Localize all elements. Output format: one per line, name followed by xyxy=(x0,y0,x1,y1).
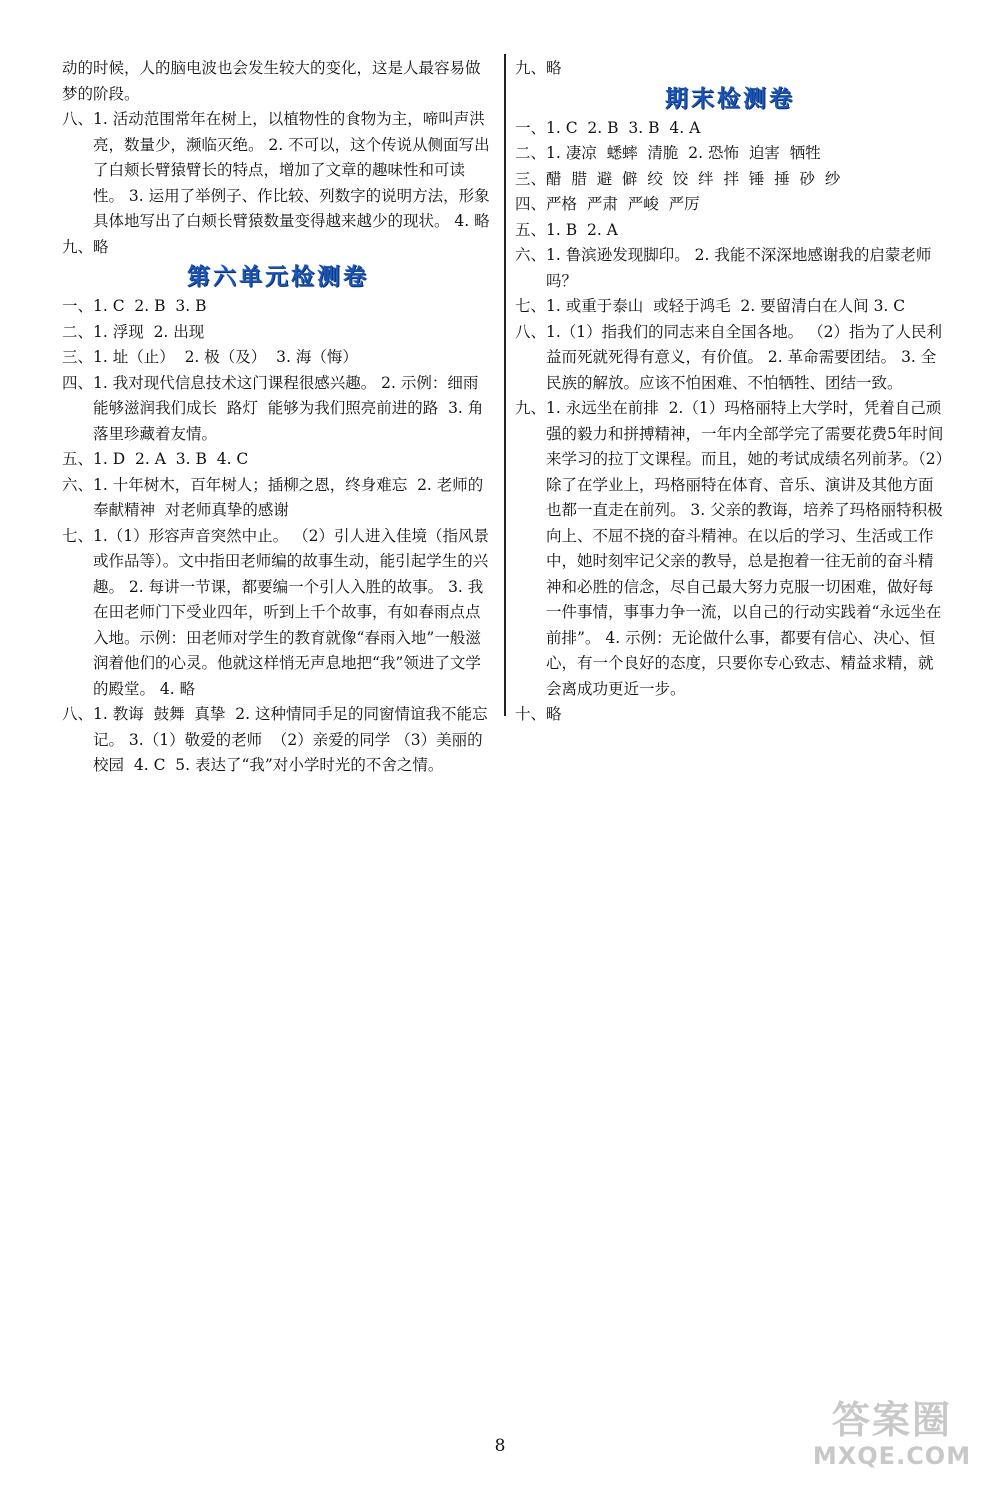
answer-item: 二、1. 凄凉 蟋蟀 清脆 2. 恐怖 迫害 牺牲 xyxy=(515,144,821,162)
answer-item: 三、醋 腊 避 僻 绞 饺 绊 拌 锤 捶 砂 纱 xyxy=(515,169,841,188)
answer-item: 七、1. 或重于泰山 或轻于鸿毛 2. 要留清白在人间 3. C xyxy=(515,297,906,315)
answer-item: 九、略 xyxy=(515,59,562,77)
watermark-url: MXQE.COM xyxy=(812,1442,972,1470)
answer-item: 八、1. 教诲 鼓舞 真挚 2. 这种情同手足的同窗情谊我不能忘记。 3.（1）敬爱的老师 （2）亲爱的同学 （3）美丽的校园 4. C 5. 表达了“我”对小学时光的不舍之情。 xyxy=(62,705,488,774)
answer-item: 八、1.（1）指我们的同志来自全国各地。 （2）指为了人民利益而死就死得有意义，有价值。 2. 革命需要团结。 3. 全民族的解放。应该不怕困难、不怕牺牲、团结一致。 xyxy=(515,322,942,392)
answer-item: 九、略 xyxy=(62,237,109,256)
answer-item: 五、1. B 2. A xyxy=(515,220,618,239)
watermark-logo xyxy=(802,1398,982,1476)
page-number: 8 xyxy=(494,1436,506,1456)
column-divider xyxy=(504,54,506,716)
watermark-title: 答案圈 xyxy=(831,1398,952,1442)
answer-item: 四、1. 我对现代信息技术这门课程很感兴趣。 2. 示例：细雨 能够滋润我们成长 路灯 能够为我们照亮前进的路 3. 角落里珍藏着友情。 xyxy=(62,373,489,443)
answer-item: 六、1. 十年树木，百年树人；插柳之恩，终身难忘 2. 老师的奉献精神 对老师真挚的感谢 xyxy=(62,475,484,519)
answer-item: 九、1. 永远坐在前排 2.（1）玛格丽特上大学时，凭着自己顽强的毅力和拼搏精神，一年内全部学完了需要花费5年时间来学习的拉丁文课程。而且，她的考试成绩名列前茅。（2）除了在学业上，玛格丽特在体育、音乐、演讲及其他方面也都一直走在前列。 3. 父亲的教诲，培养了玛格丽特积极向上、不屈不挠的奋斗精神。在以后的学习、生活或工作中，她时刻牢记父亲的教导，总是抱着一往无前的奋斗精神和必胜的信念，尽自己最大努力克服一切困难，做好每一件事情，事事力争一流，以自己的行动实践着“永远坐在前排”。 4. 示例：无论做什么事，都要有信心、决心、恒心，有一个良好的态度，只要你专心致志、精益求精，就会离成功更近一步。 xyxy=(515,399,944,698)
answer-item: 动的时候，人的脑电波也会发生较大的变化，这是人最容易做梦的阶段。 xyxy=(62,59,481,103)
answer-item: 二、1. 浮现 2. 出现 xyxy=(62,322,205,341)
section-title: 期末检测卷 xyxy=(665,85,795,112)
left-column xyxy=(62,56,494,779)
answer-item: 八、1. 活动范围常年在树上，以植物性的食物为主，啼叫声洪亮，数量少，濒临灭绝。 2. 不可以，这个传说从侧面写出了白颊长臂猿臂长的特点，增加了文章的趣味性和可读性。 3. 运用了举例子、作比较、列数字的说明方法，形象具体地写出了白颊长臂猿数量变得越来越少的现状。 4. 略 xyxy=(62,110,490,230)
answer-item: 四、严格 严肃 严峻 严厉 xyxy=(515,195,700,213)
answer-item: 五、1. D 2. A 3. B 4. C xyxy=(62,450,249,468)
answer-item: 一、1. C 2. B 3. B xyxy=(62,297,207,315)
answer-item: 三、1. 址（止） 2. 极（及） 3. 海（悔） xyxy=(62,348,358,366)
answer-item: 七、1.（1）形容声音突然中止。 （2）引人进入佳境（指风景或作品等）。文中指田老师编的故事生动，能引起学生的兴趣。 2. 每讲一节课，都要编一个引人入胜的故事。 3. 我在田老师门下受业四年，听到上千个故事，有如春雨点点入地。示例：田老师对学生的教育就像“春雨入地”一般滋润着他们的心灵。他就这样悄无声息地把“我”领进了文学的殿堂。 4. 略 xyxy=(62,526,489,698)
answer-item: 六、1. 鲁滨逊发现脚印。 2. 我能不深深地感谢我的启蒙老师吗？ xyxy=(515,246,932,290)
right-column xyxy=(515,56,945,728)
answer-item: 十、略 xyxy=(515,705,562,723)
section-title: 第六单元检测卷 xyxy=(187,264,369,290)
answer-item: 一、1. C 2. B 3. B 4. A xyxy=(515,118,701,137)
